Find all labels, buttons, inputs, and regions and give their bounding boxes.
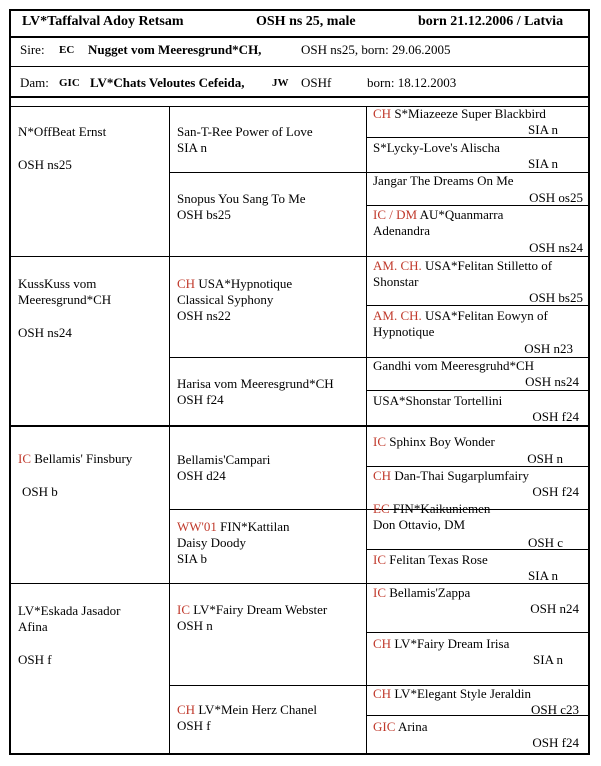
divider xyxy=(366,632,589,633)
gen3-name xyxy=(373,552,488,568)
gen3-ems: OSH f24 xyxy=(532,409,579,424)
divider xyxy=(11,66,589,67)
dam-ems: OSHf xyxy=(301,75,332,90)
gen2-name-text: LV*Mein Herz Chanel xyxy=(198,702,317,717)
gen3-ems: OSH c xyxy=(527,535,563,550)
gen2-ems: OSH d24 xyxy=(177,468,226,483)
gen1-title: IC xyxy=(18,451,31,466)
gen3-title: AM. CH. xyxy=(373,308,422,323)
gen3-ems: OSH bs25 xyxy=(529,290,583,305)
gen2-title: IC xyxy=(177,602,190,617)
gen2-name: Snopus You Sang To Me xyxy=(177,191,306,206)
divider xyxy=(11,425,589,427)
gen1-name-text: Bellamis' Finsbury xyxy=(34,451,133,466)
gen3-name2: Adenandra xyxy=(373,223,431,238)
cat-name: LV*Taffalval Adoy Retsam xyxy=(22,14,184,29)
gen3-title: IC xyxy=(373,552,386,567)
gen3-name-text: Dan-Thai Sugarplumfairy xyxy=(394,468,529,483)
gen3-ems: OSH n23 xyxy=(524,341,573,356)
gen1-ems: OSH ns24 xyxy=(18,325,72,340)
gen2-ems: OSH f24 xyxy=(177,392,224,407)
gen2-title: WW'01 xyxy=(177,519,217,534)
gen3-name-text: FIN*Kaikuniemen xyxy=(392,501,491,516)
gen2-name2: Classical Syphony xyxy=(177,292,274,307)
gen3-name-text: USA*Felitan Eowyn of xyxy=(425,308,548,323)
gen1-ems: OSH b xyxy=(22,484,58,499)
gen2-name: San-T-Ree Power of Love xyxy=(177,124,313,139)
gen3-title: CH xyxy=(373,468,392,483)
gen3-name-text: Sphinx Boy Wonder xyxy=(389,434,495,449)
dam-name: LV*Chats Veloutes Cefeida, xyxy=(90,75,245,90)
gen3-name xyxy=(373,258,552,274)
column-divider xyxy=(366,106,367,754)
cat-born: born 21.12.2006 / Latvia xyxy=(418,14,564,29)
gen3-title: IC xyxy=(373,585,386,600)
divider xyxy=(11,583,589,584)
gen3-name: Jangar The Dreams On Me xyxy=(373,173,514,188)
gen3-name-text: LV*Fairy Dream Irisa xyxy=(394,636,510,651)
dam-born: born: 18.12.2003 xyxy=(367,75,457,90)
gen3-ems: SIA n xyxy=(528,156,558,171)
gen3-title: GIC xyxy=(373,719,396,734)
gen3-title: IC xyxy=(373,434,386,449)
gen3-name: S*Lycky-Love's Alischa xyxy=(373,140,500,155)
gen2-name: Harisa vom Meeresgrund*CH xyxy=(177,376,334,391)
gen1-name: LV*Eskada Jasador xyxy=(18,603,121,618)
gen3-name xyxy=(373,434,495,450)
gen2-ems: OSH n xyxy=(177,618,213,633)
gen2-title: CH xyxy=(177,702,196,717)
gen3-name xyxy=(373,468,529,484)
gen3-name xyxy=(373,207,503,223)
gen3-name-text: LV*Elegant Style Jeraldin xyxy=(394,686,532,701)
dam-label: Dam: xyxy=(20,75,49,90)
divider xyxy=(11,96,589,98)
cat-ems: OSH ns 25, male xyxy=(256,14,356,29)
gen1-name: KussKuss vom xyxy=(18,276,97,291)
gen3-title: CH xyxy=(373,636,392,651)
divider xyxy=(366,390,589,391)
divider xyxy=(11,256,589,257)
gen2-ems: SIA b xyxy=(177,551,207,566)
gen2-ems: OSH f xyxy=(177,718,211,733)
divider xyxy=(11,36,589,38)
gen2-ems: OSH ns22 xyxy=(177,308,231,323)
dam-title: GIC xyxy=(59,77,80,89)
gen2-name xyxy=(177,519,289,535)
gen3-name xyxy=(373,686,531,702)
gen3-title: CH xyxy=(373,106,392,121)
gen3-title: IC / DM xyxy=(373,207,418,222)
gen3-name: Gandhi vom Meeresgruhd*CH xyxy=(373,358,535,373)
gen1-name2: Afina xyxy=(18,619,48,634)
gen3-name xyxy=(373,308,548,324)
gen3-title: AM. CH. xyxy=(373,258,422,273)
gen3-ems: OSH ns24 xyxy=(525,374,579,389)
gen2-name2: Daisy Doody xyxy=(177,535,246,550)
gen3-name-text: USA*Felitan Stilletto of xyxy=(425,258,553,273)
gen3-ems: OSH c23 xyxy=(530,702,579,717)
gen3-ems: OSH ns24 xyxy=(529,240,583,255)
gen3-name2: Hypnotique xyxy=(373,324,435,339)
gen2-name-text: FIN*Kattilan xyxy=(220,519,290,534)
gen1-name xyxy=(18,451,132,467)
gen2-ems: SIA n xyxy=(177,140,207,155)
gen1-name: N*OffBeat Ernst xyxy=(18,124,107,139)
gen3-name xyxy=(373,106,546,122)
gen3-ems: OSH f24 xyxy=(532,484,579,499)
gen1-ems: OSH f xyxy=(18,652,52,667)
gen3-name-text: Arina xyxy=(397,719,428,734)
gen3-ems: OSH n xyxy=(527,451,563,466)
gen3-ems: SIA n xyxy=(528,568,558,583)
gen2-name xyxy=(177,276,292,292)
sire-name: Nugget vom Meeresgrund*CH, xyxy=(88,42,262,57)
gen3-name-text: S*Miazeeze Super Blackbird xyxy=(394,106,546,121)
gen3-name-text: AU*Quanmarra xyxy=(419,207,504,222)
gen3-name2: Shonstar xyxy=(373,274,419,289)
gen3-name xyxy=(373,585,470,601)
gen2-title: CH xyxy=(177,276,196,291)
gen3-title: EC xyxy=(373,501,390,516)
dam-title2: JW xyxy=(272,77,289,89)
gen3-ems: SIA n xyxy=(528,122,558,137)
gen3-ems: OSH os25 xyxy=(529,190,583,205)
gen2-name-text: USA*Hypnotique xyxy=(198,276,293,291)
gen3-ems: SIA n xyxy=(533,652,563,667)
gen3-name-text: Felitan Texas Rose xyxy=(389,552,488,567)
sire-title: EC xyxy=(59,44,75,56)
gen3-name xyxy=(373,719,428,735)
gen3-ems: OSH n24 xyxy=(530,601,579,616)
gen2-name-text: LV*Fairy Dream Webster xyxy=(193,602,328,617)
sire-label: Sire: xyxy=(20,42,45,57)
gen1-ems: OSH ns25 xyxy=(18,157,72,172)
gen3-name xyxy=(373,636,509,652)
gen2-ems: OSH bs25 xyxy=(177,207,231,222)
gen3-name-text: Bellamis'Zappa xyxy=(389,585,471,600)
gen3-name xyxy=(373,501,490,517)
gen2-name xyxy=(177,702,317,718)
gen2-name: Bellamis'Campari xyxy=(177,452,271,467)
gen3-name: USA*Shonstar Tortellini xyxy=(373,393,503,408)
sire-ems: OSH ns25, born: 29.06.2005 xyxy=(301,42,451,57)
gen3-title: CH xyxy=(373,686,392,701)
gen3-ems: OSH f24 xyxy=(532,735,579,750)
gen2-name xyxy=(177,602,327,618)
gen3-name2: Don Ottavio, DM xyxy=(373,517,466,532)
column-divider xyxy=(169,106,170,754)
gen1-name2: Meeresgrund*CH xyxy=(18,292,112,307)
